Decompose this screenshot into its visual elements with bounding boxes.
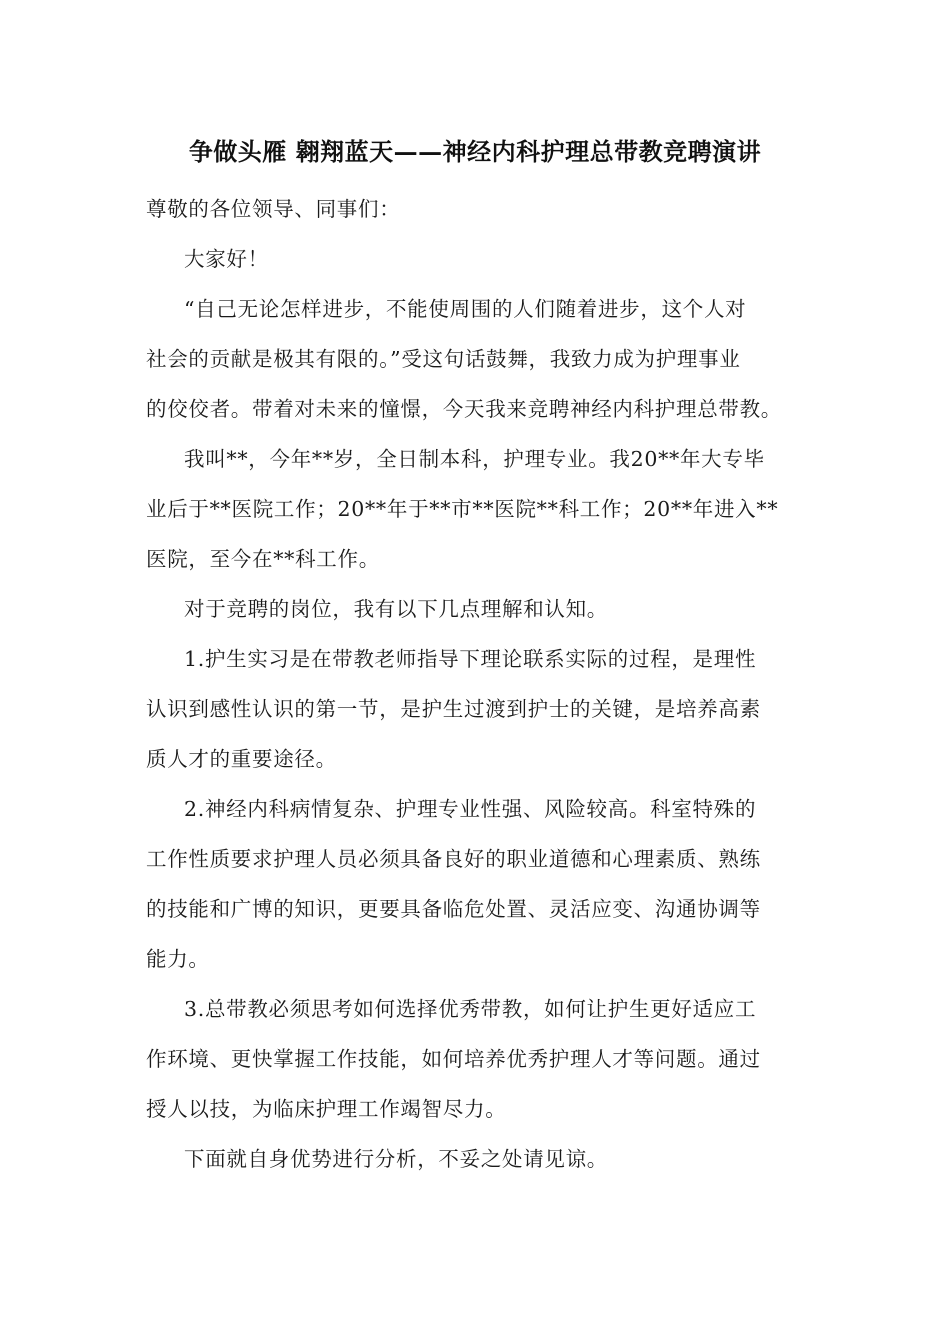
text-line-19: 授人以技，为临床护理工作竭智尽力。: [146, 1097, 507, 1121]
text-line-12: 质人才的重要途径。: [146, 747, 337, 771]
text-line-9: 对于竞聘的岗位，我有以下几点理解和认知。: [184, 597, 608, 621]
text-line-14: 工作性质要求护理人员必须具备良好的职业道德和心理素质、熟练: [146, 847, 761, 871]
text-line-13: 2.神经内科病情复杂、护理专业性强、风险较高。科室特殊的: [184, 797, 757, 821]
text-line-10: 1.护生实习是在带教老师指导下理论联系实际的过程，是理性: [184, 647, 757, 671]
text-line-17: 3.总带教必须思考如何选择优秀带教，如何让护生更好适应工: [184, 997, 757, 1021]
document-body: [146, 184, 812, 1184]
document-title: 争做头雁 翱翔蓝天——神经内科护理总带教竞聘演讲: [188, 137, 762, 166]
text-line-11: 认识到感性认识的第一节，是护生过渡到护士的关键，是培养高素: [146, 697, 761, 721]
text-line-7: 业后于**医院工作；20**年于**市**医院**科工作；20**年进入**: [146, 497, 779, 521]
text-line-3: “自己无论怎样进步，不能使周围的人们随着进步，这个人对: [184, 297, 747, 321]
text-line-20: 下面就自身优势进行分析，不妥之处请见谅。: [184, 1147, 608, 1171]
text-line-1: 尊敬的各位领导、同事们：: [146, 197, 401, 221]
text-line-15: 的技能和广博的知识，更要具备临危处置、灵活应变、沟通协调等: [146, 897, 761, 921]
text-line-6: 我叫**，今年**岁，全日制本科，护理专业。我20**年大专毕: [184, 447, 765, 471]
text-line-4: 社会的贡献是极其有限的。”受这句话鼓舞，我致力成为护理事业: [146, 347, 741, 371]
text-line-8: 医院，至今在**科工作。: [146, 547, 380, 571]
text-line-2: 大家好！: [184, 247, 269, 271]
text-line-5: 的佼佼者。带着对未来的憧憬，今天我来竞聘神经内科护理总带教。: [146, 397, 782, 421]
text-line-18: 作环境、更快掌握工作技能，如何培养优秀护理人才等问题。通过: [146, 1047, 761, 1071]
text-line-16: 能力。: [146, 947, 210, 971]
